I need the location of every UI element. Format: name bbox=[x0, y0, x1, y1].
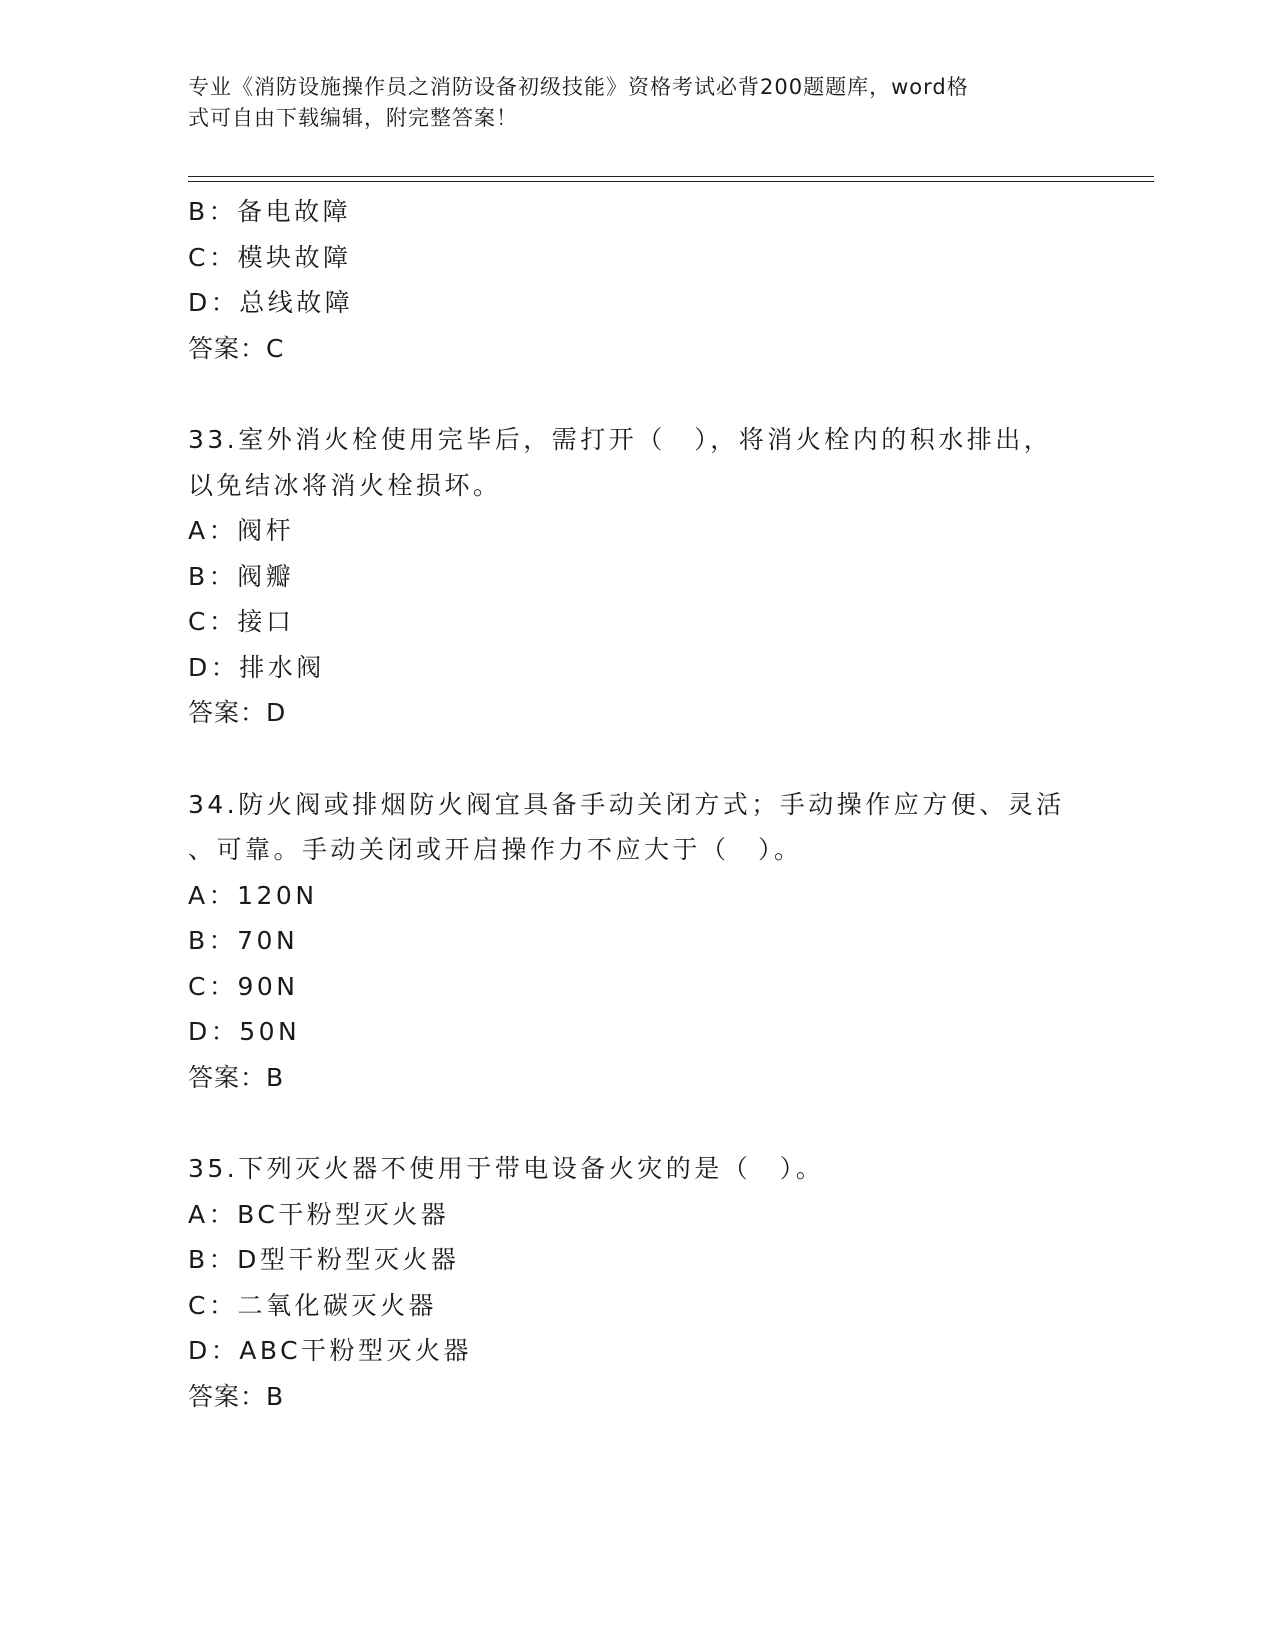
question-list bbox=[188, 189, 1088, 1419]
question-stem-continued: 、可靠。手动关闭或开启操作力不应大于（ ）。 bbox=[188, 835, 803, 864]
header-divider-bottom bbox=[188, 181, 1154, 182]
option-a: A：阀杆 bbox=[188, 516, 295, 545]
option-d: D：ABC干粉型灭火器 bbox=[188, 1336, 473, 1365]
option-c: C：二氧化碳灭火器 bbox=[188, 1290, 437, 1320]
answer-line: 答案：D bbox=[188, 698, 287, 727]
option-a: A：120N bbox=[188, 880, 318, 910]
question-stem-continued: 以免结冰将消火栓损坏。 bbox=[188, 470, 502, 500]
question-35 bbox=[188, 1146, 1088, 1419]
answer-line: 答案：B bbox=[188, 1381, 285, 1411]
option-c: C：90N bbox=[188, 971, 299, 1001]
option-d: D：50N bbox=[188, 1017, 301, 1046]
spacer bbox=[188, 1100, 1088, 1146]
option-b: B：D型干粉型灭火器 bbox=[188, 1245, 460, 1274]
header-line-2: 式可自由下载编辑，附完整答案！ bbox=[188, 106, 518, 130]
question-stem: 35.下列灭火器不使用于带电设备火灾的是（ ）。 bbox=[188, 1154, 825, 1183]
option-a: A：BC干粉型灭火器 bbox=[188, 1199, 450, 1229]
question-33 bbox=[188, 417, 1088, 736]
document-header bbox=[188, 72, 1078, 134]
option-d: D：总线故障 bbox=[188, 288, 354, 317]
answer-line: 答案：C bbox=[188, 333, 285, 363]
header-line-1: 专业《消防设施操作员之消防设备初级技能》资格考试必背200题题库，word格 bbox=[188, 75, 969, 99]
option-c: C：模块故障 bbox=[188, 242, 352, 272]
question-34 bbox=[188, 782, 1088, 1101]
option-d: D：排水阀 bbox=[188, 652, 325, 682]
question-32-tail bbox=[188, 189, 1088, 371]
question-stem: 33.室外消火栓使用完毕后，需打开（ ），将消火栓内的积水排出， bbox=[188, 425, 1053, 454]
answer-line: 答案：B bbox=[188, 1062, 285, 1092]
option-b: B：备电故障 bbox=[188, 197, 352, 226]
spacer bbox=[188, 371, 1088, 417]
option-b: B：70N bbox=[188, 926, 299, 955]
option-b: B：阀瓣 bbox=[188, 561, 295, 591]
header-divider-top bbox=[188, 176, 1154, 177]
option-c: C：接口 bbox=[188, 607, 295, 636]
spacer bbox=[188, 736, 1088, 782]
question-stem: 34.防火阀或排烟防火阀宜具备手动关闭方式；手动操作应方便、灵活 bbox=[188, 789, 1065, 819]
